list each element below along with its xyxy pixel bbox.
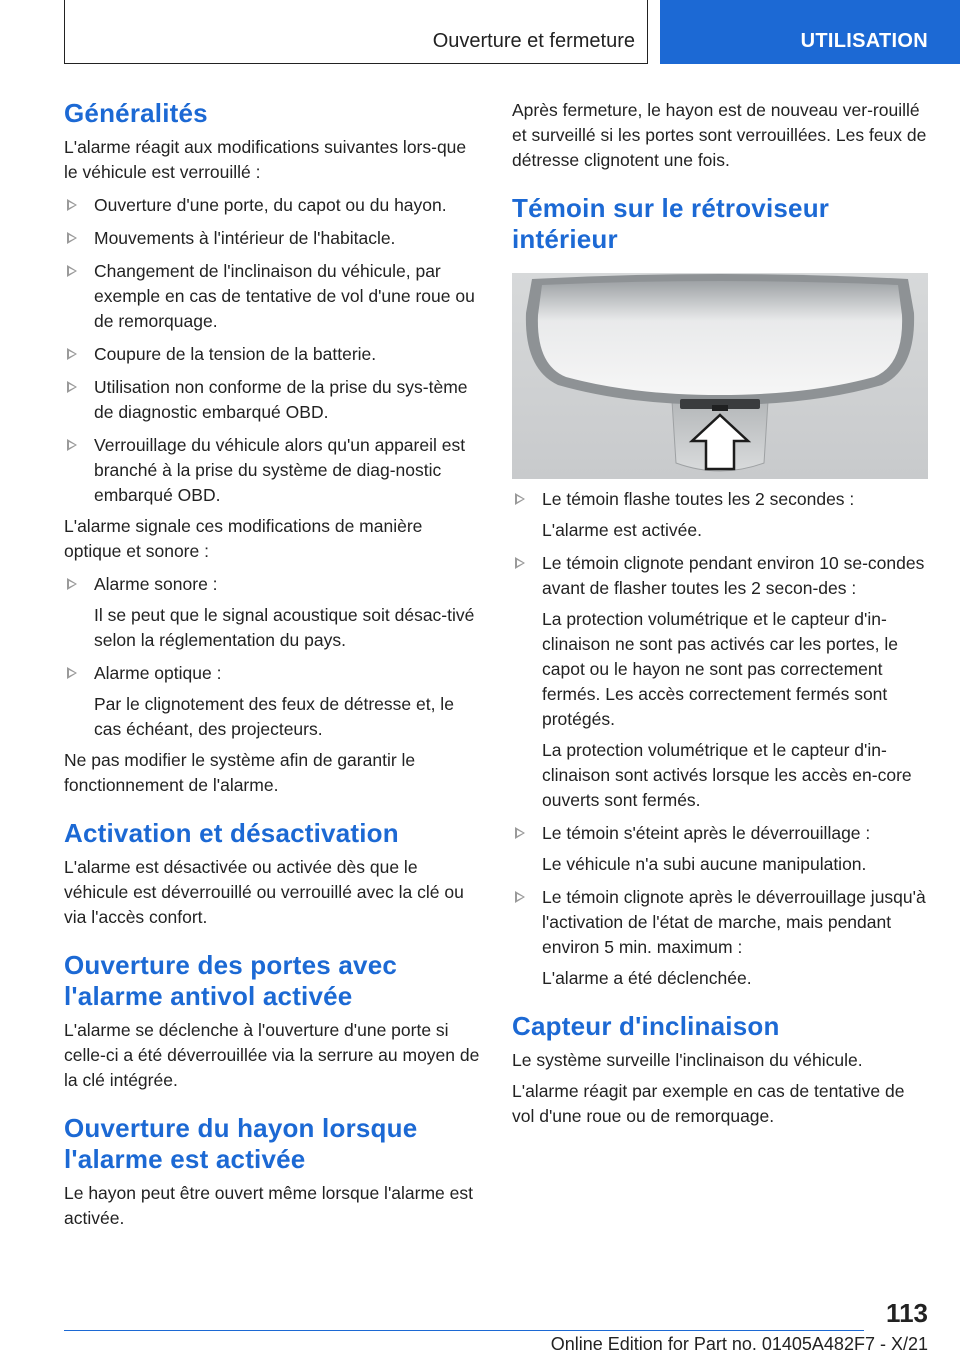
heading-hayon: Ouverture du hayon lorsque l'alarme est activée [64,1113,418,1174]
chapter-title: UTILISATION [800,30,928,52]
signal-intro: L'alarme signale ces modifications de manière optique et sonore : [64,516,423,561]
triangle-bullet-icon [67,381,77,393]
list-item: Mouvements à l'intérieur de l'habitacle. [64,226,480,251]
capteur-text-2: L'alarme réagit par exemple en cas de tentative de vol d'une roue ou de remorquage. [512,1081,905,1126]
triangle-bullet-icon [67,232,77,244]
heading-temoin: Témoin sur le rétroviseur intérieur [512,193,830,254]
triangle-bullet-icon [515,891,525,903]
triangle-bullet-icon [67,265,77,277]
left-column [64,98,480,1231]
page-number: 113 [886,1298,928,1328]
list-item: Coupure de la tension de la batterie. [64,342,480,367]
section-tab [64,0,648,64]
chapter-tab [660,0,960,64]
triangle-bullet-icon [67,439,77,451]
list-item: Verrouillage du véhicule alors qu'un appareil est branché à la prise du système de diag-nostic embarqué OBD. [64,433,480,508]
footer-divider [64,1330,864,1331]
list-item: Alarme sonore : Il se peut que le signal acoustique soit désac-tivé selon la réglementation du pays. [64,572,480,653]
triangle-bullet-icon [515,493,525,505]
list-item: Le témoin s'éteint après le déverrouillage : Le véhicule n'a subi aucune manipulation. [512,821,928,877]
heading-activation: Activation et désactivation [64,818,399,848]
triangle-bullet-icon [67,199,77,211]
heading-generalites: Généralités [64,98,208,128]
activation-text: L'alarme est désactivée ou activée dès que le véhicule est déverrouillé ou verrouillé avec la clé ou via l'accès confort. [64,857,464,927]
list-item: Ouverture d'une porte, du capot ou du hayon. [64,193,480,218]
section-title: Ouverture et fermeture [432,30,635,52]
triangle-bullet-icon [515,827,525,839]
triangle-bullet-icon [67,348,77,360]
triangle-bullet-icon [515,557,525,569]
capteur-text-1: Le système surveille l'inclinaison du véhicule. [512,1050,863,1070]
portes-text: L'alarme se déclenche à l'ouverture d'une porte si celle-ci a été déverrouillée via la serrure au moyen de la clé intégrée. [64,1020,480,1090]
rearview-mirror-illustration [512,273,928,479]
list-item: Le témoin clignote après le déverrouillage jusqu'à l'activation de l'état de marche, mais pendant environ 5 min. maximum : L'alarme a été déclenchée. [512,885,928,991]
list-item: Utilisation non conforme de la prise du sys-tème de diagnostic embarqué OBD. [64,375,480,425]
alarm-signal-list [64,572,480,742]
triangle-bullet-icon [67,578,77,590]
list-item: Changement de l'inclinaison du véhicule, par exemple en cas de tentative de vol d'une roue ou de remorquage. [64,259,480,334]
list-item: Alarme optique : Par le clignotement des feux de détresse et, le cas échéant, des projecteurs. [64,661,480,742]
right-column [512,98,928,1129]
footer-edition: Online Edition for Part no. 01405A482F7 - X/21 [550,1334,928,1354]
hayon-text: Le hayon peut être ouvert même lorsque l'alarme est activée. [64,1183,473,1228]
right-intro: Après fermeture, le hayon est de nouveau ver-rouillé et surveillé si les portes sont verrouillées. Les feux de détresse clignotent une fois. [512,100,927,170]
generalites-intro: L'alarme réagit aux modifications suivantes lors-que le véhicule est verrouillé : [64,137,467,182]
list-item: Le témoin flashe toutes les 2 secondes : L'alarme est activée. [512,487,928,543]
page-header [0,0,960,66]
list-item: Le témoin clignote pendant environ 10 se-condes avant de flasher toutes les 2 secon-des : La protection volumétrique et le capteur d'in-clinaison ne sont pas activés car les portes, le capot ou le hayon ne sont pas correctement fermés. Les accès correctement fermés sont protégés. La protection volumétrique et le capteur d'in-clinaison sont activés lorsque les accès en-core ouverts sont fermés. [512,551,928,813]
alarm-trigger-list [64,193,480,508]
heading-portes: Ouverture des portes avec l'alarme antivol activée [64,950,398,1011]
generalites-note: Ne pas modifier le système afin de garantir le fonctionnement de l'alarme. [64,750,416,795]
heading-capteur: Capteur d'inclinaison [512,1011,780,1041]
triangle-bullet-icon [67,667,77,679]
indicator-list [512,487,928,991]
